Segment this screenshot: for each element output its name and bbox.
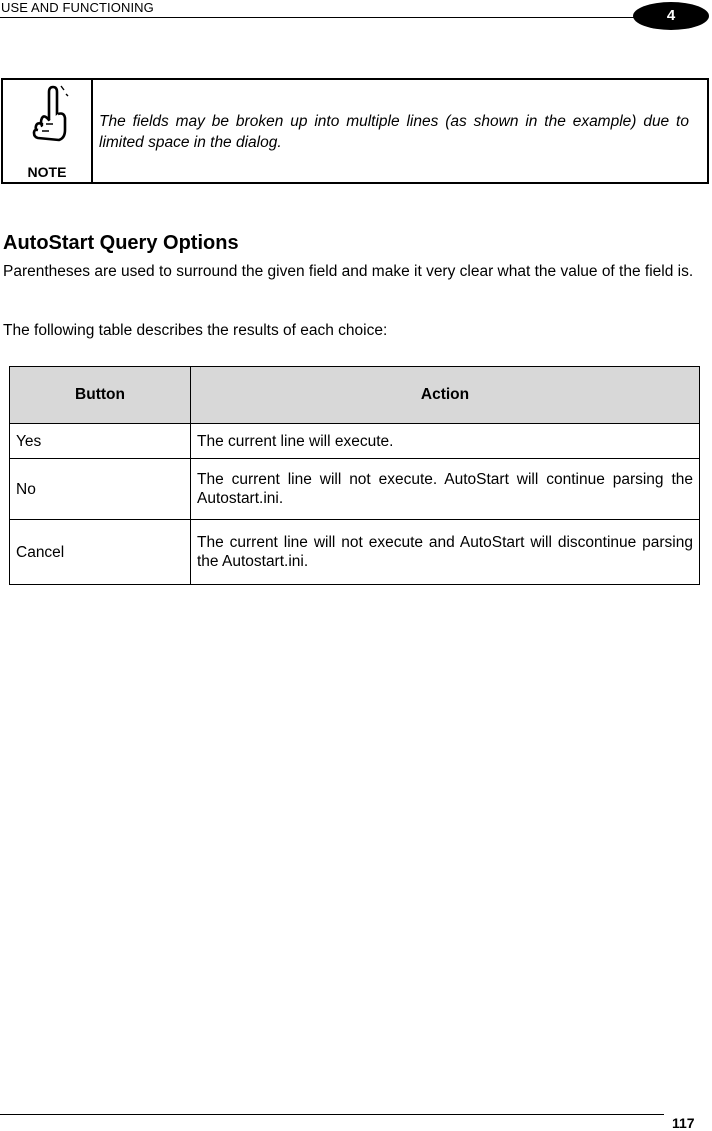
running-header-title: USE AND FUNCTIONING [1, 0, 154, 15]
cell-action: The current line will execute. [191, 424, 700, 459]
pointing-hand-icon [29, 84, 69, 148]
intro-paragraph: Parentheses are used to surround the given field and make it very clear what the value of the field is. [3, 263, 694, 280]
table-row [10, 424, 700, 459]
cell-button: No [10, 459, 191, 520]
table-row [10, 459, 700, 520]
header-rule [0, 17, 640, 18]
header-button: Button [10, 367, 191, 424]
cell-action: The current line will not execute. AutoStart will continue parsing the Autostart.ini. [191, 459, 700, 520]
footer-rule [0, 1114, 664, 1115]
section-title: AutoStart Query Options [3, 232, 239, 254]
note-box [1, 78, 709, 184]
note-label: NOTE [27, 164, 67, 180]
cell-button: Yes [10, 424, 191, 459]
table-header-row [10, 367, 700, 424]
cell-action: The current line will not execute and AutoStart will discontinue parsing the Autostart.ini. [191, 520, 700, 585]
results-table [9, 366, 700, 585]
cell-button: Cancel [10, 520, 191, 585]
header-action: Action [191, 367, 700, 424]
page-number: 117 [672, 1115, 695, 1131]
note-text: The fields may be broken up into multiple lines (as shown in the example) due to limited space in the dialog. [99, 113, 689, 151]
note-divider [91, 80, 93, 182]
note-icon-cell [3, 80, 91, 182]
table-intro-paragraph: The following table describes the results of each choice: [3, 322, 388, 339]
table-row [10, 520, 700, 585]
chapter-badge: 4 [633, 2, 709, 30]
